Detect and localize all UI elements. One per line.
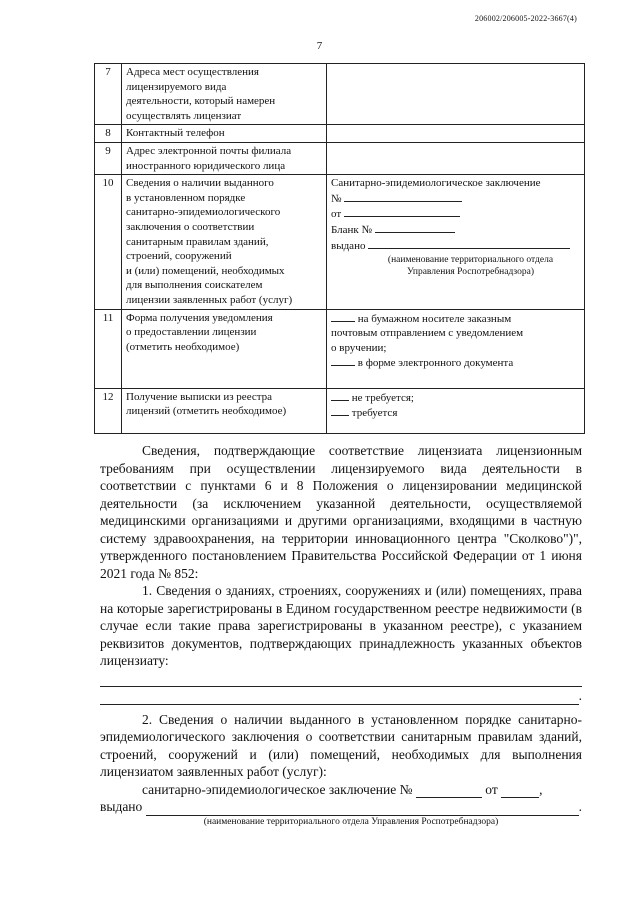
row-value-empty[interactable]	[327, 125, 585, 143]
option-required[interactable]	[331, 405, 580, 421]
label-line: для выполнения соискателем	[126, 279, 263, 292]
conclusion-line: санитарно-эпидемиологическое заключение № от ,	[142, 781, 543, 797]
registry-extract-cell	[327, 388, 585, 433]
checkbox-blank[interactable]	[331, 355, 355, 366]
field-label: выдано	[331, 239, 366, 252]
requirements-section	[100, 442, 582, 828]
conclusion-label: санитарно-эпидемиологическое заключение №	[142, 781, 413, 797]
label-line: санитарно-эпидемиологического	[126, 206, 281, 219]
label-line: в установленном порядке	[126, 191, 246, 204]
sanitary-conclusion-heading: Санитарно-эпидемиологическое заключение	[331, 177, 541, 190]
label-line: строений, сооружений	[126, 250, 232, 263]
table-row	[95, 125, 585, 143]
row-label	[122, 175, 327, 309]
label-line: осуществлять лицензиат	[126, 109, 242, 122]
label-line: Адрес электронной почты филиала	[126, 144, 292, 157]
conclusion-date-blank[interactable]	[501, 785, 539, 798]
label-line: лицензии заявленных работ (услуг)	[126, 293, 293, 306]
table-row	[95, 309, 585, 388]
label-line: Контактный телефон	[126, 127, 225, 140]
checkbox-blank[interactable]	[331, 405, 349, 416]
row-number: 12	[95, 388, 122, 433]
label-line: (отметить необходимое)	[126, 340, 240, 353]
label-line: Сведения о наличии выданного	[126, 177, 274, 190]
table-row	[95, 175, 585, 309]
label-line: лицензируемого вида	[126, 80, 227, 93]
option-not-required[interactable]	[331, 390, 580, 406]
conclusion-number-blank[interactable]	[416, 785, 482, 798]
row-label	[122, 64, 327, 125]
label-line: деятельности, который намерен	[126, 95, 276, 108]
row-number: 9	[95, 142, 122, 174]
page-number: 7	[316, 40, 323, 52]
option-text: о вручении;	[331, 341, 387, 354]
label-line: Получение выписки из реестра	[126, 390, 273, 403]
period: .	[578, 688, 582, 703]
answer-line-2[interactable]	[100, 687, 582, 705]
label-line: Форма получения уведомления	[126, 311, 273, 324]
row-label	[122, 309, 327, 388]
row-number: 7	[95, 64, 122, 125]
table-row	[95, 64, 585, 125]
checkbox-blank[interactable]	[331, 390, 349, 401]
field-label: №	[331, 192, 342, 205]
checkbox-blank[interactable]	[331, 311, 355, 322]
table-row	[95, 142, 585, 174]
conclusion-date-field[interactable]	[331, 206, 580, 222]
label-line: лицензий (отметить необходимое)	[126, 405, 287, 418]
issued-by-field[interactable]	[331, 238, 580, 254]
issuer-note-bottom: (наименование территориального отдела Управления Роспотребнадзора)	[203, 816, 499, 827]
option-text: в форме электронного документа	[357, 357, 514, 370]
row-label	[122, 125, 327, 143]
issued-line	[100, 798, 582, 816]
document-id: 206002/206005-2022-3667(4)	[474, 14, 577, 23]
label-line: о предоставлении лицензии	[126, 326, 257, 339]
option-electronic[interactable]	[331, 355, 580, 371]
license-form-table	[94, 63, 585, 434]
row-value-empty[interactable]	[327, 64, 585, 125]
item-2-paragraph: 2. Сведения о наличии выданного в установленном порядке санитарно-эпидемиологического заключения о соответствии санитарным правилам зданий, строений, сооружений и (или) помещений, необходимых для выполнения лицензиатом заявленных работ (услуг):	[100, 711, 582, 779]
field-label: Бланк №	[331, 223, 373, 236]
intro-paragraph: Сведения, подтверждающие соответствие лицензиата лицензионным требованиям при осуществлении лицензируемого вида деятельности в соответствии с пунктами 6 и 8 Положения о лицензировании медицинской деятельности (за исключением указанной деятельности, осуществляемой медицинскими организациями и другими организациями, входящими в частную систему здравоохранения, на территории инновационного центра "Сколково")", утвержденного постановлением Правительства Российской Федерации от 1 июня 2021 года № 852:	[100, 443, 582, 581]
note-line: Управления Роспотребнадзора)	[406, 267, 535, 278]
row-value-empty[interactable]	[327, 142, 585, 174]
option-text: почтовым отправлением с уведомлением	[331, 327, 524, 340]
row-label	[122, 388, 327, 433]
issuer-note	[331, 254, 580, 278]
label-line: Адреса мест осуществления	[126, 66, 259, 78]
label-line: иностранного юридического лица	[126, 159, 286, 172]
period: .	[578, 799, 582, 814]
notification-form-cell	[327, 309, 585, 388]
blank-number-field[interactable]	[331, 222, 580, 238]
conclusion-from-label: от	[485, 781, 498, 797]
row-number: 10	[95, 175, 122, 309]
item-1-paragraph: 1. Сведения о зданиях, строениях, сооружениях и (или) помещениях, права на которые зарегистрированы в Едином государственном реестре недвижимости (в случае если такие права зарегистрированы в указанном реестре), с указанием реквизитов документов, подтверждающих принадлежность указанных объектов лицензиату:	[100, 583, 582, 668]
row-label	[122, 142, 327, 174]
issued-label: выдано	[100, 799, 143, 814]
label-line: и (или) помещений, необходимых	[126, 264, 285, 277]
answer-line-1[interactable]	[100, 670, 582, 688]
row-number: 11	[95, 309, 122, 388]
option-text: на бумажном носителе заказным	[357, 312, 512, 325]
sanitary-conclusion-cell	[327, 175, 585, 309]
table-row	[95, 388, 585, 433]
note-line: (наименование территориального отдела	[387, 255, 554, 266]
field-label: от	[331, 208, 342, 221]
option-text: требуется	[351, 407, 398, 420]
option-text: не требуется;	[351, 391, 414, 404]
label-line: санитарным правилам зданий,	[126, 235, 269, 248]
option-paper[interactable]	[331, 311, 580, 327]
row-number: 8	[95, 125, 122, 143]
conclusion-number-field[interactable]	[331, 191, 580, 207]
label-line: заключения о соответствии	[126, 220, 255, 233]
issued-by-blank[interactable]	[146, 803, 579, 816]
